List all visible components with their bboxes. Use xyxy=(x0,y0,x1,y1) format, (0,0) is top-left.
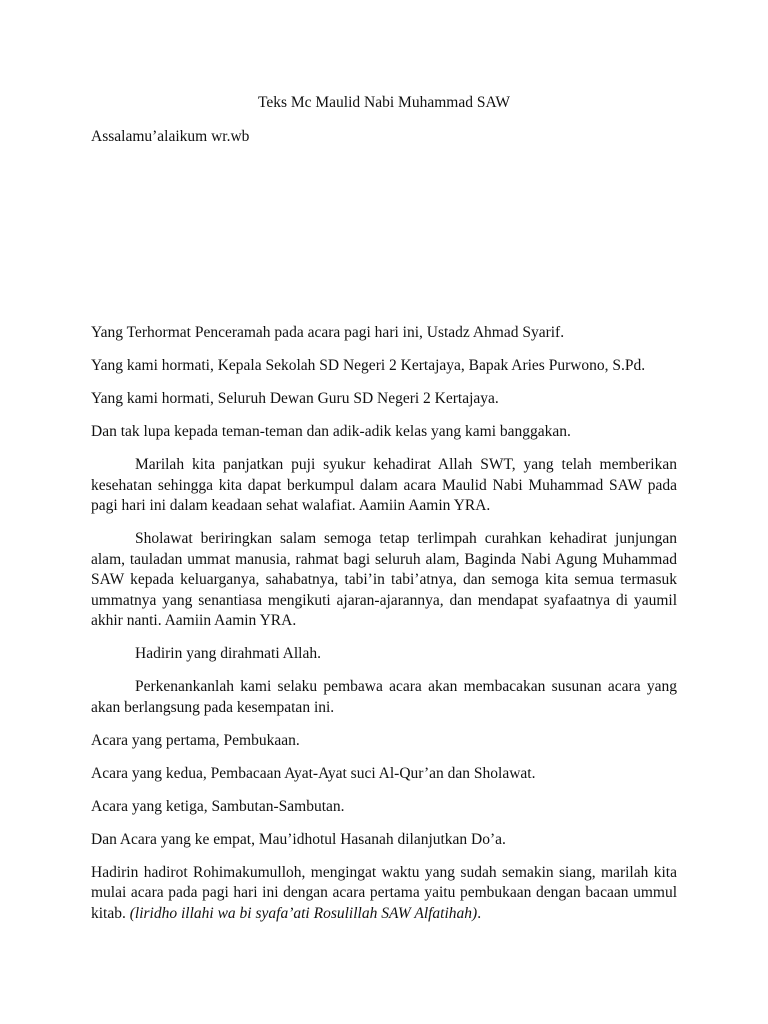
paragraph-honored-teachers: Yang kami hormati, Seluruh Dewan Guru SD Negeri 2 Kertajaya. xyxy=(91,390,499,407)
agenda-item-3: Acara yang ketiga, Sambutan-Sambutan. xyxy=(91,797,345,815)
paragraph-closing xyxy=(91,863,677,925)
greeting: Assalamu’alaikum wr.wb xyxy=(91,128,250,145)
closing-text: Hadirin hadirot Rohimakumulloh, mengingat waktu yang sudah semakin siang, marilah kita mulai acara pada pagi hari ini dengan acara pertama yaitu pembukaan dengan bacaan ummul kitab. xyxy=(91,863,677,922)
paragraph-gratitude: Marilah kita panjatkan puji syukur kehadirat Allah SWT, yang telah memberikan kesehatan sehingga kita dapat berkumpul dalam acara Maulid Nabi Muhammad SAW pada pagi hari ini dalam keadaan sehat walafiat. Aamiin Aamin YRA. xyxy=(91,456,677,514)
paragraph-honored-principal: Yang kami hormati, Kepala Sekolah SD Negeri 2 Kertajaya, Bapak Aries Purwono, S.Pd. xyxy=(91,357,646,374)
document-title: Teks Mc Maulid Nabi Muhammad SAW xyxy=(257,94,511,111)
closing-italic-prayer: (liridho illahi wa bi syafa’ati Rosulillah SAW Alfatihah) xyxy=(129,904,478,922)
paragraph-agenda-intro: Perkenankanlah kami selaku pembawa acara akan membacakan susunan acara yang akan berlangsung pada kesempatan ini. xyxy=(91,678,677,716)
document-page xyxy=(91,0,677,1024)
closing-period: . xyxy=(477,904,482,922)
paragraph-audience: Hadirin yang dirahmati Allah. xyxy=(135,645,321,662)
agenda-item-4: Dan Acara yang ke empat, Mau’idhotul Hasanah dilanjutkan Do’a. xyxy=(91,830,506,848)
agenda-item-2: Acara yang kedua, Pembacaan Ayat-Ayat suci Al-Qur’an dan Sholawat. xyxy=(91,764,536,782)
paragraph-sholawat: Sholawat beriringkan salam semoga tetap terlimpah curahkan kehadirat junjungan alam, tauladan ummat manusia, rahmat bagi seluruh alam, Baginda Nabi Agung Muhammad SAW kepada keluarganya, sahabatnya, tabi’in tabi’atnya, dan semoga kita semua termasuk ummatnya yang senantiasa mengikuti ajaran-ajarannya, dan mendapat syafaatnya di yaumil akhir nanti. Aamiin Aamin YRA. xyxy=(91,530,677,629)
paragraph-classmates: Dan tak lupa kepada teman-teman dan adik-adik kelas yang kami banggakan. xyxy=(91,423,571,440)
document-body xyxy=(91,323,677,937)
agenda-item-1: Acara yang pertama, Pembukaan. xyxy=(91,731,300,749)
paragraph-honored-speaker: Yang Terhormat Penceramah pada acara pagi hari ini, Ustadz Ahmad Syarif. xyxy=(91,324,565,341)
